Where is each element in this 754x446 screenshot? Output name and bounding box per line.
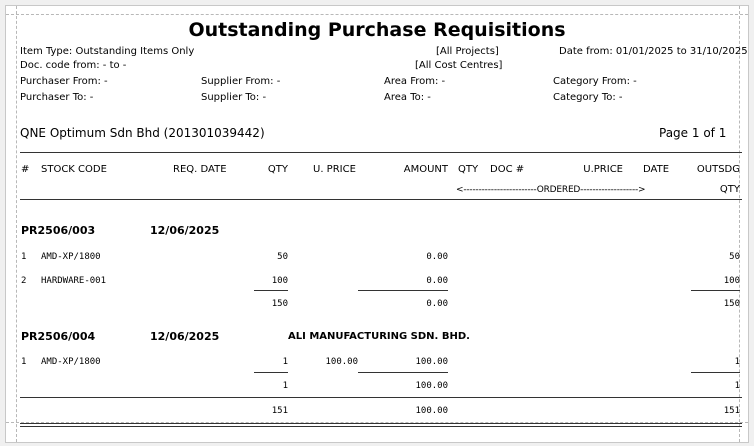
supplier-to: Supplier To: - [201,92,267,103]
category-to: Category To: - [553,92,623,103]
report-title: Outstanding Purchase Requisitions [188,19,566,41]
purchaser-from: Purchaser From: - [20,76,108,87]
col-outsdg-qty: QTY [719,184,740,195]
qty-subtotal-rule [254,372,288,373]
category-from: Category From: - [553,76,637,87]
col-amount: AMOUNT [403,164,448,175]
group-doc-no: PR2506/004 [21,330,96,343]
qty-subtotal-rule [254,290,288,291]
col-ordered-u-price: U.PRICE [583,164,623,175]
row-qty: 1 [282,357,288,367]
grand-total-top-rule [20,397,742,398]
subtotal-outsdg: 150 [723,299,740,309]
amount-subtotal-rule [358,290,448,291]
group-doc-no: PR2506/003 [21,224,96,237]
subtotal-amount: 100.00 [415,381,448,391]
subtotal-qty: 150 [271,299,288,309]
grand-total-amount: 100.00 [415,406,448,416]
page-number: Page 1 of 1 [659,126,727,140]
row-amount: 0.00 [426,252,448,262]
header-bottom-rule [20,199,742,200]
col-num: # [21,164,30,175]
row-outsdg: 50 [729,252,740,262]
row-num: 1 [21,357,27,367]
col-stock-code: STOCK CODE [41,164,107,175]
col-outsdg: OUTSDG [696,164,740,175]
row-outsdg: 1 [734,357,740,367]
doc-code-range: Doc. code from: - to - [20,60,127,71]
grand-total-qty: 151 [271,406,288,416]
group-supplier: ALI MANUFACTURING SDN. BHD. [288,331,470,342]
row-u-price: 100.00 [325,357,358,367]
purchaser-to: Purchaser To: - [20,92,94,103]
row-num: 1 [21,252,27,262]
col-qty: QTY [267,164,288,175]
row-stock-code: AMD-XP/1800 [41,252,101,262]
grand-total-outsdg: 151 [723,406,740,416]
subtotal-outsdg: 1 [734,381,740,391]
right-margin-guide [739,6,740,442]
col-ordered-qty: QTY [458,164,479,175]
report-page [5,5,749,443]
col-req-date: REQ. DATE [173,164,227,175]
date-range: Date from: 01/01/2025 to 31/10/2025 [559,46,748,57]
amount-subtotal-rule [358,372,448,373]
left-margin-guide [16,6,17,442]
area-from: Area From: - [384,76,446,87]
header-top-rule [20,152,742,153]
row-qty: 50 [277,252,288,262]
group-date: 12/06/2025 [150,224,220,237]
ordered-span-label: <------------------------ORDERED-------------------> [456,185,646,195]
outsdg-subtotal-rule [691,372,740,373]
subtotal-amount: 0.00 [426,299,448,309]
grand-total-double-rule [20,423,742,427]
col-ordered-date: DATE [643,164,670,175]
row-outsdg: 100 [723,276,740,286]
row-qty: 100 [271,276,288,286]
row-num: 2 [21,276,27,286]
cost-centres-filter: [All Cost Centres] [415,60,503,71]
top-margin-guide [6,14,748,15]
item-type: Item Type: Outstanding Items Only [20,46,195,57]
row-stock-code: AMD-XP/1800 [41,357,101,367]
projects-filter: [All Projects] [436,46,499,57]
subtotal-qty: 1 [282,381,288,391]
area-to: Area To: - [384,92,431,103]
col-doc-no: DOC # [490,164,525,175]
group-date: 12/06/2025 [150,330,220,343]
supplier-from: Supplier From: - [201,76,281,87]
row-amount: 0.00 [426,276,448,286]
row-amount: 100.00 [415,357,448,367]
row-stock-code: HARDWARE-001 [41,276,107,286]
col-u-price: U. PRICE [313,164,356,175]
outsdg-subtotal-rule [691,290,740,291]
company-name: QNE Optimum Sdn Bhd (201301039442) [20,126,265,140]
